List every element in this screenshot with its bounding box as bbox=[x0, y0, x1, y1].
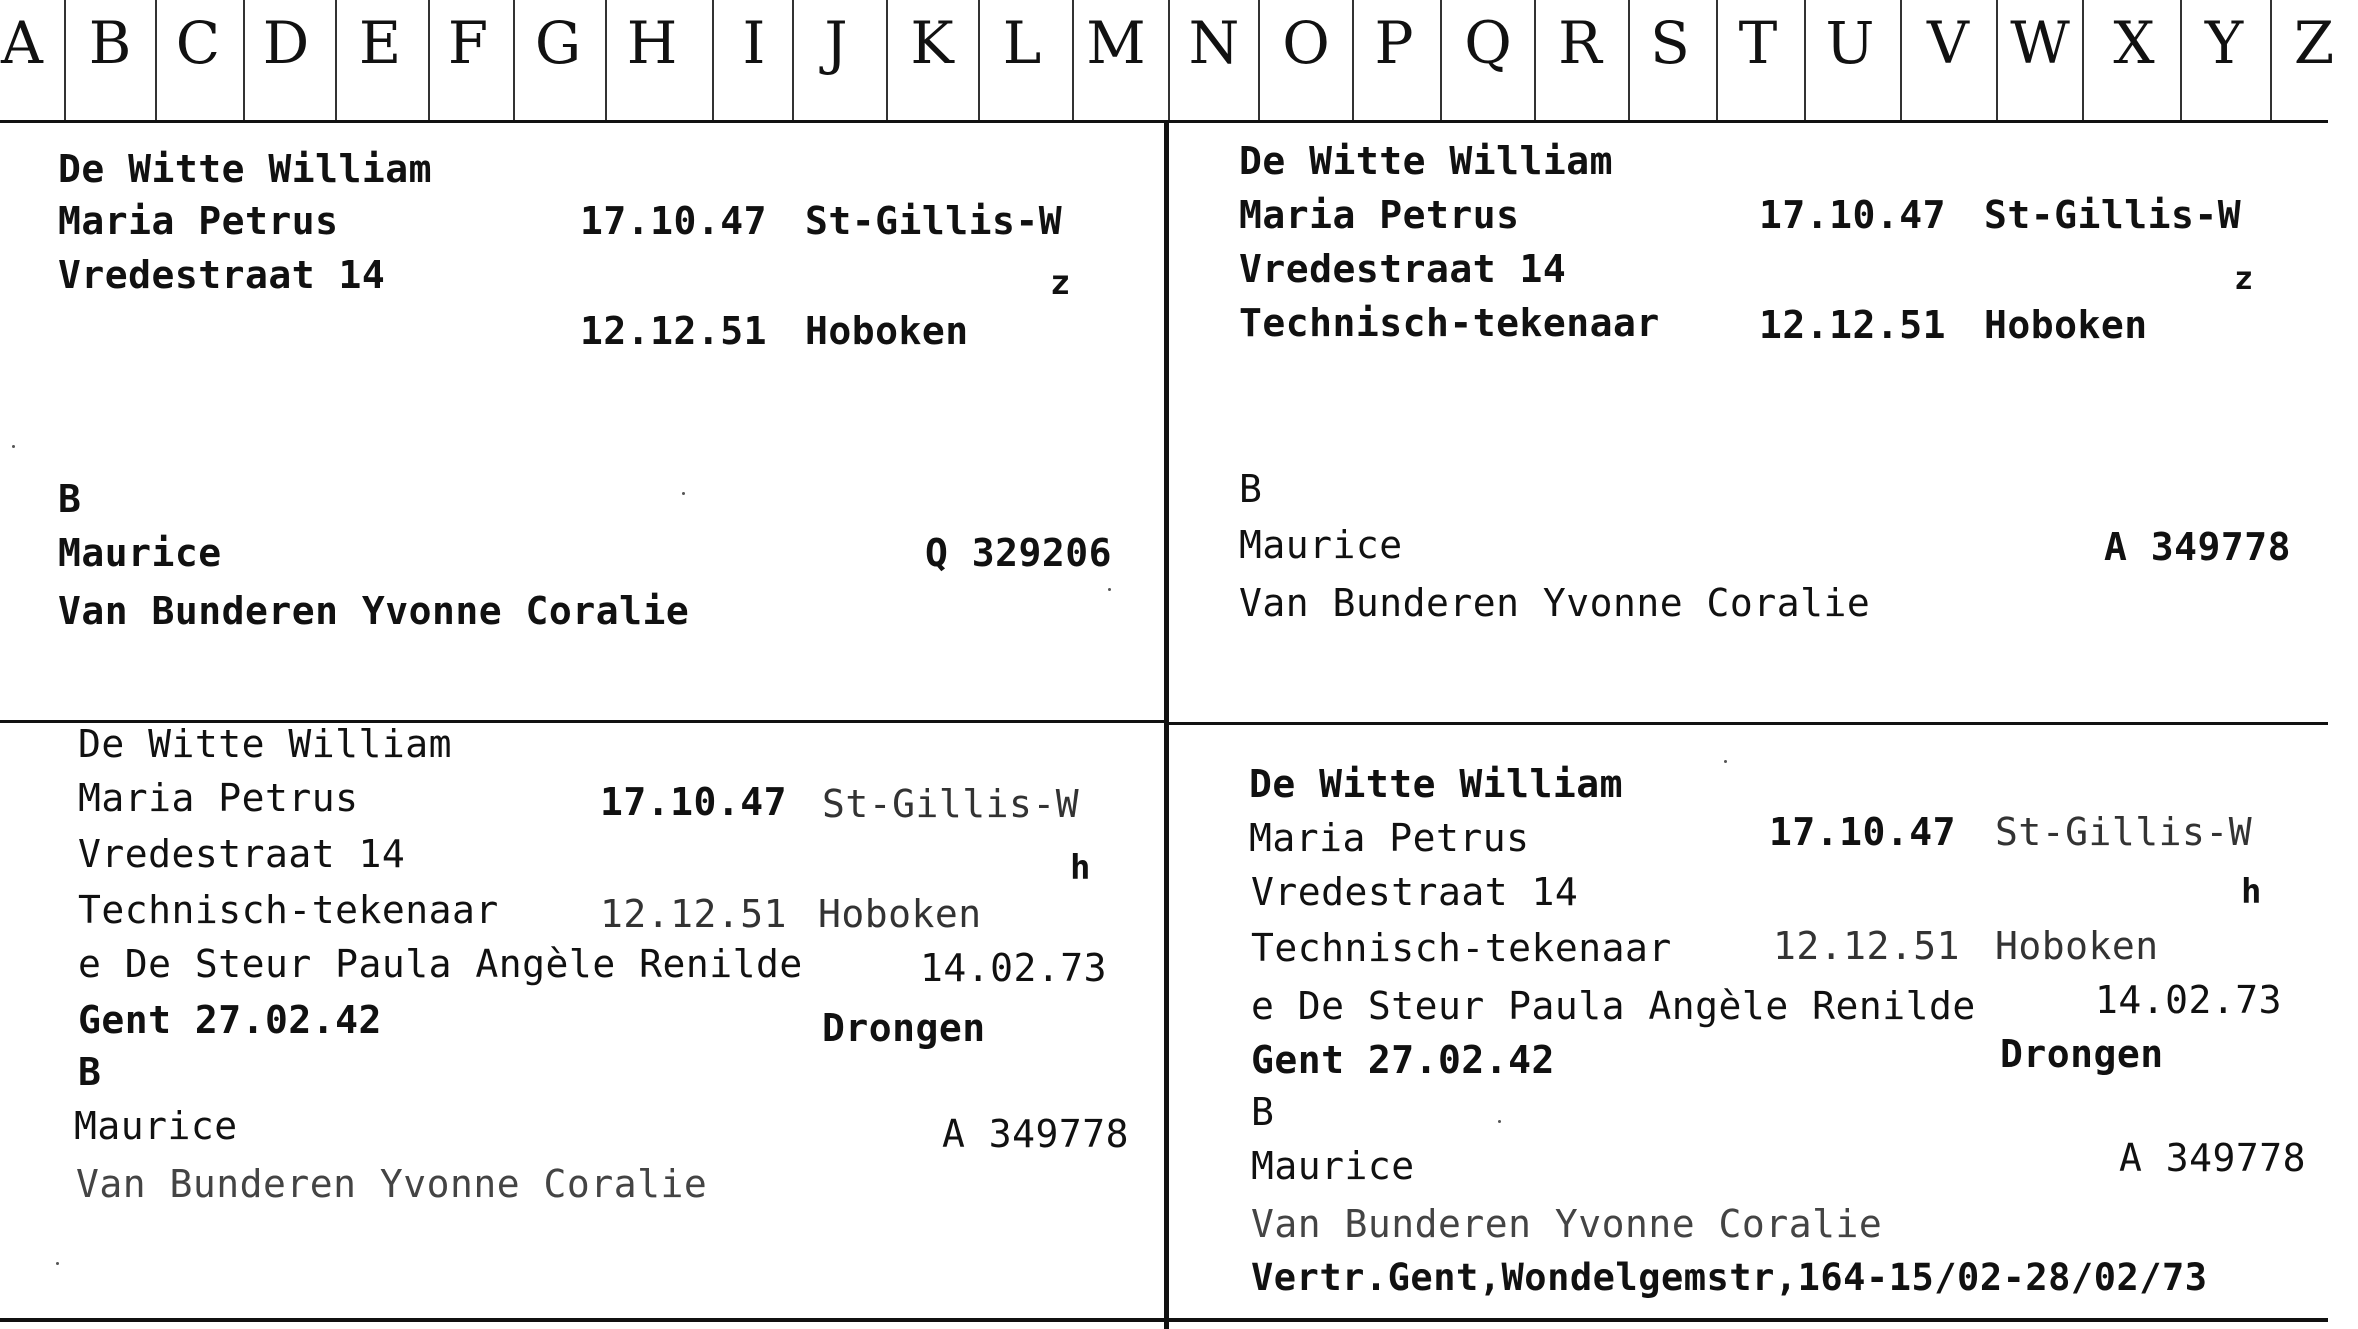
card-marriage-date: 14.02.73 bbox=[2095, 978, 2283, 1022]
card-place2: Hoboken bbox=[818, 892, 982, 936]
index-letter: O bbox=[1282, 9, 1330, 77]
index-letter: M bbox=[1086, 9, 1146, 77]
index-letter: F bbox=[447, 9, 489, 77]
card-father: Maurice bbox=[74, 1104, 238, 1148]
card-marriage-date: 14.02.73 bbox=[920, 946, 1108, 990]
card-nationality: B bbox=[1239, 467, 1263, 511]
card-birth-date: 17.10.47 bbox=[1769, 810, 1957, 854]
index-letter: L bbox=[1002, 9, 1042, 77]
index-letter: W bbox=[2010, 9, 2070, 77]
index-letter: C bbox=[175, 9, 221, 77]
record-card-4 bbox=[1169, 725, 2328, 1318]
card-nationality: B bbox=[1251, 1090, 1275, 1134]
index-letter: Y bbox=[2204, 9, 2244, 77]
bottom-card-edge-right bbox=[1169, 1318, 2328, 1322]
card-date2: 12.12.51 bbox=[1773, 924, 1961, 968]
card-marriage-place: Drongen bbox=[822, 1006, 986, 1050]
index-letter: S bbox=[1650, 9, 1690, 77]
bottom-card-edge-left bbox=[0, 1318, 1164, 1322]
card-mother: Van Bunderen Yvonne Coralie bbox=[76, 1162, 708, 1206]
card-father: Maurice bbox=[1251, 1144, 1415, 1188]
card-departure-note: Vertr.Gent,Wondelgemstr,164-15/02-28/02/73 bbox=[1251, 1256, 2208, 1299]
index-letter: K bbox=[910, 9, 954, 77]
card-id-number: A 349778 bbox=[942, 1112, 1130, 1156]
card-mother: Van Bunderen Yvonne Coralie bbox=[58, 589, 690, 633]
card-name: De Witte William bbox=[1239, 139, 1614, 183]
card-occupation: Technisch-tekenaar bbox=[78, 888, 499, 932]
card-middle-names: Maria Petrus bbox=[58, 199, 339, 243]
record-card-2 bbox=[1169, 120, 2328, 722]
card-mother: Van Bunderen Yvonne Coralie bbox=[1251, 1202, 1883, 1246]
card-id-number: A 349778 bbox=[2104, 525, 2292, 569]
card-occupation: Technisch-tekenaar bbox=[1239, 301, 1660, 345]
card-id-number: Q 329206 bbox=[925, 531, 1113, 575]
index-letter: G bbox=[534, 9, 582, 77]
card-place2: Hoboken bbox=[805, 309, 969, 353]
index-letter: B bbox=[88, 9, 132, 77]
card-code: h bbox=[2241, 872, 2262, 912]
index-letter: A bbox=[1, 9, 43, 77]
card-middle-names: Maria Petrus bbox=[1239, 193, 1520, 237]
card-middle-names: Maria Petrus bbox=[1249, 816, 1530, 860]
index-letter: R bbox=[1558, 9, 1602, 77]
card-place2: Hoboken bbox=[1984, 303, 2148, 347]
card-birth-place: St-Gillis-W bbox=[1984, 193, 2242, 237]
card-spouse: e De Steur Paula Angèle Renilde bbox=[78, 942, 803, 986]
record-card-3 bbox=[0, 723, 1164, 1318]
card-spouse-birth: Gent 27.02.42 bbox=[1251, 1038, 1555, 1082]
card-middle-names: Maria Petrus bbox=[78, 776, 359, 820]
card-name: De Witte William bbox=[78, 722, 453, 766]
index-letter: Z bbox=[2293, 9, 2335, 77]
card-birth-place: St-Gillis-W bbox=[822, 782, 1080, 826]
card-father: Maurice bbox=[58, 531, 222, 575]
card-birth-place: St-Gillis-W bbox=[1995, 810, 2253, 854]
card-birth-date: 17.10.47 bbox=[600, 780, 788, 824]
card-mother: Van Bunderen Yvonne Coralie bbox=[1239, 581, 1871, 625]
index-letter: D bbox=[262, 9, 310, 77]
card-marriage-place: Drongen bbox=[2000, 1032, 2164, 1076]
index-letter: E bbox=[358, 9, 402, 77]
index-letter: P bbox=[1374, 9, 1414, 77]
card-street: Vredestraat 14 bbox=[1251, 870, 1579, 914]
index-letter: V bbox=[1927, 9, 1969, 77]
card-birth-date: 17.10.47 bbox=[580, 199, 768, 243]
card-date2: 12.12.51 bbox=[1759, 303, 1947, 347]
card-nationality: B bbox=[78, 1050, 102, 1094]
letter-index-strip bbox=[0, 0, 2335, 123]
index-letter: I bbox=[742, 9, 766, 77]
card-code: z bbox=[1050, 263, 1071, 303]
card-birth-date: 17.10.47 bbox=[1759, 193, 1947, 237]
index-letter: Q bbox=[1464, 9, 1512, 77]
card-place2: Hoboken bbox=[1995, 924, 2159, 968]
card-street: Vredestraat 14 bbox=[58, 253, 386, 297]
card-name: De Witte William bbox=[58, 147, 433, 191]
card-nationality: B bbox=[58, 477, 82, 521]
card-occupation: Technisch-tekenaar bbox=[1251, 926, 1672, 970]
card-name: De Witte William bbox=[1249, 762, 1624, 806]
index-letter: J bbox=[824, 9, 848, 77]
card-father: Maurice bbox=[1239, 523, 1403, 567]
index-letter: T bbox=[1738, 9, 1778, 77]
index-letter: X bbox=[2113, 9, 2155, 77]
card-code: h bbox=[1070, 848, 1091, 888]
card-birth-place: St-Gillis-W bbox=[805, 199, 1063, 243]
card-street: Vredestraat 14 bbox=[1239, 247, 1567, 291]
card-date2: 12.12.51 bbox=[580, 309, 768, 353]
card-street: Vredestraat 14 bbox=[78, 832, 406, 876]
index-letter: U bbox=[1825, 9, 1875, 77]
index-letter: H bbox=[626, 9, 678, 77]
card-code: z bbox=[2234, 259, 2254, 297]
card-spouse: e De Steur Paula Angèle Renilde bbox=[1251, 984, 1976, 1028]
record-card-1 bbox=[0, 120, 1164, 720]
card-date2: 12.12.51 bbox=[600, 892, 788, 936]
card-id-number: A 349778 bbox=[2119, 1136, 2307, 1180]
index-letter: N bbox=[1188, 9, 1240, 77]
card-spouse-birth: Gent 27.02.42 bbox=[78, 998, 382, 1042]
